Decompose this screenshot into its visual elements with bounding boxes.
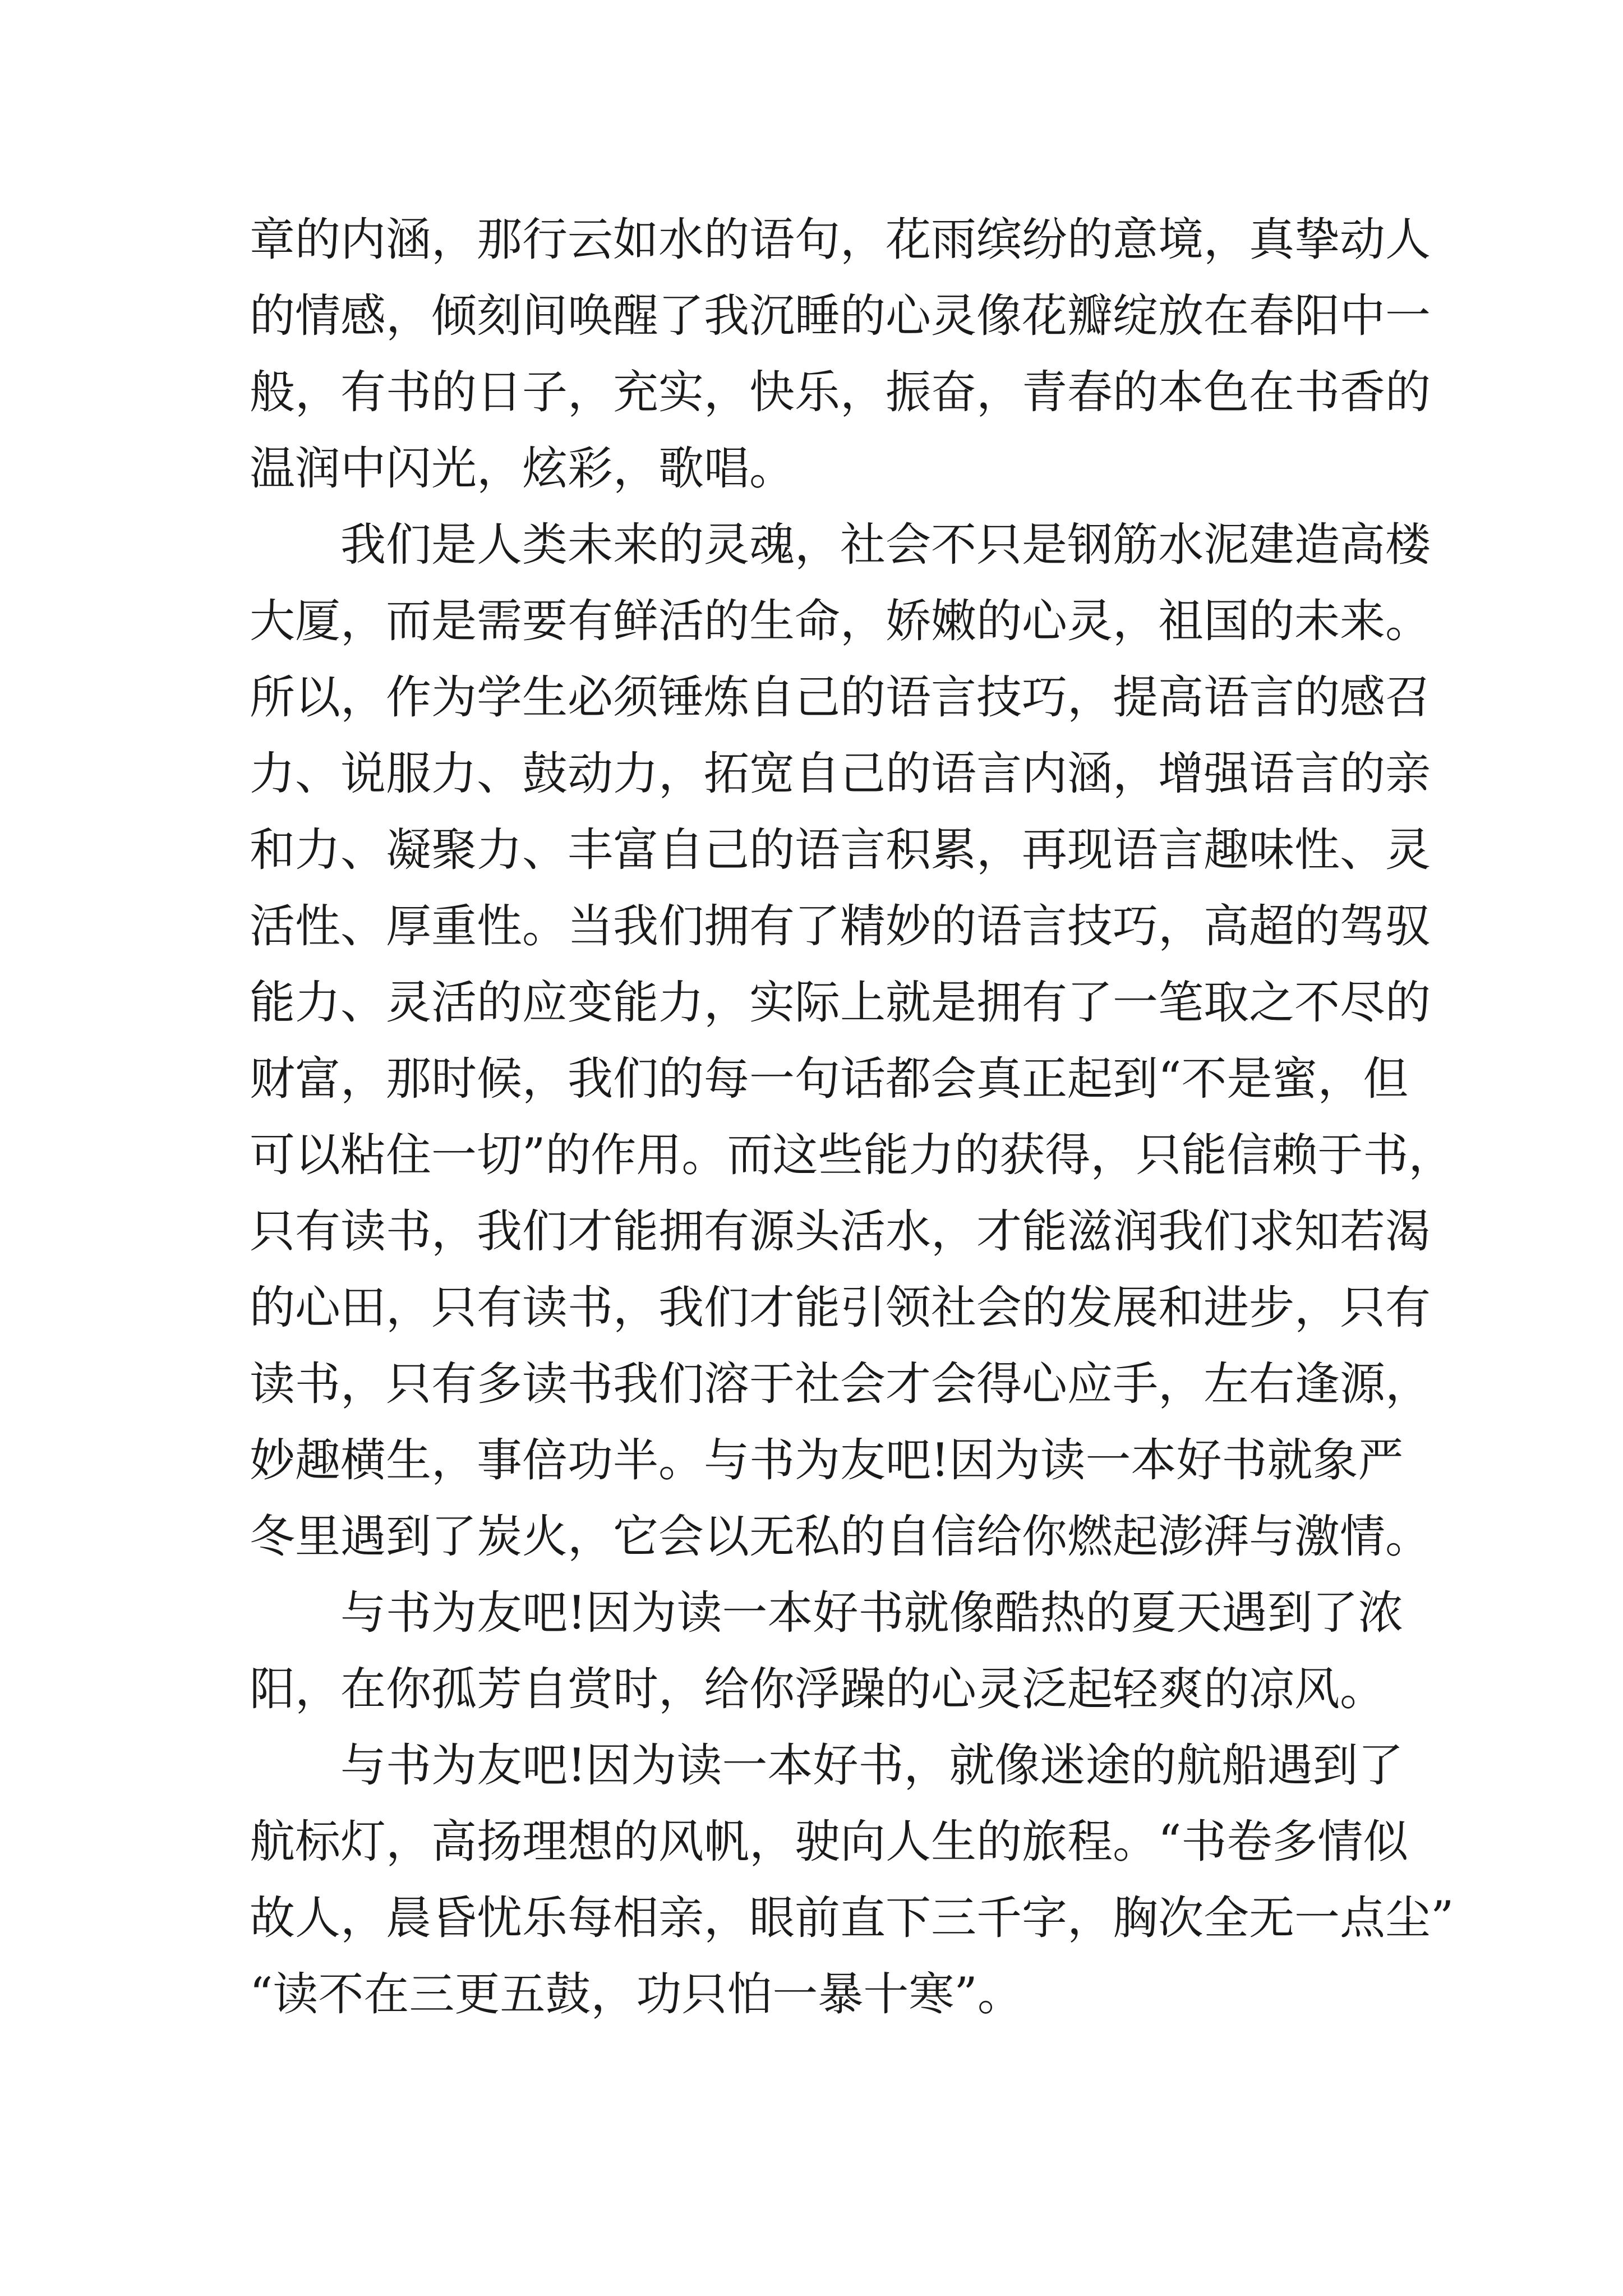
paragraph — [250, 1728, 1454, 2033]
text-line: 大厦，而是需要有鲜活的生命，娇嫩的心灵，祖国的未来。 — [250, 595, 1431, 648]
paragraph — [250, 507, 1454, 1575]
text-line: 妙趣横生，事倍功半。与书为友吧!因为读一本好书就象严 — [250, 1434, 1404, 1487]
paragraph — [250, 1575, 1404, 1728]
paragraph — [250, 202, 1431, 507]
text-line: 可以粘住一切”的作用。而这些能力的获得，只能信赖于书， — [250, 1129, 1454, 1182]
text-line: 财富，那时候，我们的每一句话都会真正起到“不是蜜，但 — [250, 1053, 1409, 1106]
text-line: 读书，只有多读书我们溶于社会才会得心应手，左右逢源， — [250, 1358, 1431, 1411]
text-line: 章的内涵，那行云如水的语句，花雨缤纷的意境，真挚动人 — [250, 214, 1431, 266]
text-line: 能力、灵活的应变能力，实际上就是拥有了一笔取之不尽的 — [250, 977, 1431, 1029]
text-line: 力、说服力、鼓动力，拓宽自己的语言内涵，增强语言的亲 — [250, 748, 1431, 800]
text-line: 与书为友吧!因为读一本好书，就像迷途的航船遇到了 — [340, 1740, 1404, 1792]
text-line: 冬里遇到了炭火，它会以无私的自信给你燃起澎湃与激情。 — [250, 1511, 1431, 1563]
text-line: 我们是人类未来的灵魂，社会不只是钢筋水泥建造高楼 — [340, 519, 1431, 572]
body-text — [250, 202, 1454, 2033]
text-line: 故人，晨昏忧乐每相亲，眼前直下三千字，胸次全无一点尘” — [250, 1892, 1454, 1945]
text-line: 的情感，倾刻间唤醒了我沉睡的心灵像花瓣绽放在春阳中一 — [250, 290, 1431, 343]
text-line: 与书为友吧!因为读一本好书就像酷热的夏天遇到了浓 — [340, 1587, 1404, 1640]
text-line: 航标灯，高扬理想的风帆，驶向人生的旅程。“书卷多情似 — [250, 1816, 1409, 1869]
text-line: 般，有书的日子，充实，快乐，振奋，青春的本色在书香的 — [250, 366, 1431, 419]
text-line: 温润中闪光，炫彩，歌唱。 — [250, 443, 795, 495]
text-line: “读不在三更五鼓，功只怕一暴十寒”。 — [250, 1968, 1023, 2021]
text-line: 活性、厚重性。当我们拥有了精妙的语言技巧，高超的驾驭 — [250, 900, 1431, 953]
text-line: 阳，在你孤芳自赏时，给你浮躁的心灵泛起轻爽的凉风。 — [250, 1663, 1386, 1716]
text-line: 的心田，只有读书，我们才能引领社会的发展和进步，只有 — [250, 1282, 1431, 1335]
text-line: 只有读书，我们才能拥有源头活水，才能滋润我们求知若渴 — [250, 1205, 1431, 1258]
text-line: 和力、凝聚力、丰富自己的语言积累，再现语言趣味性、灵 — [250, 824, 1431, 877]
text-line: 所以，作为学生必须锤炼自己的语言技巧，提高语言的感召 — [250, 671, 1431, 724]
